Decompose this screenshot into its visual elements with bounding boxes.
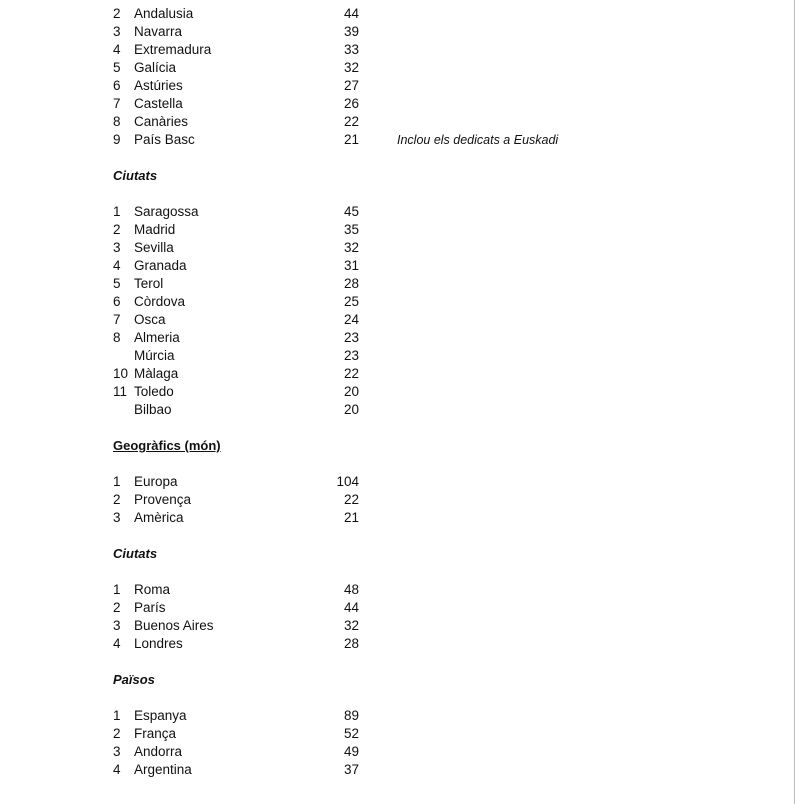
rank: 3	[113, 24, 121, 39]
rank: 6	[113, 78, 121, 93]
list-item	[113, 599, 359, 617]
rank: 6	[113, 294, 121, 309]
rank: 10	[113, 366, 129, 381]
rank: 4	[113, 636, 121, 651]
section-ciutats-world	[113, 545, 359, 653]
list-item	[113, 41, 359, 59]
item-count: 28	[343, 636, 359, 651]
list-item	[113, 5, 359, 23]
item-name: Bilbao	[134, 402, 172, 417]
item-count: 23	[343, 348, 359, 363]
item-count: 22	[343, 492, 359, 507]
spacer	[113, 653, 221, 671]
item-name: Roma	[134, 582, 171, 597]
list-item	[113, 761, 359, 779]
item-name: Terol	[134, 276, 164, 291]
list-item	[113, 293, 359, 311]
item-count: 39	[343, 24, 359, 39]
item-name: Almeria	[134, 330, 180, 345]
item-name: França	[134, 726, 177, 741]
item-name: Saragossa	[134, 204, 199, 219]
rank: 4	[113, 42, 121, 57]
item-count: 104	[336, 474, 359, 489]
item-count: 25	[343, 294, 359, 309]
page-edge-divider	[794, 0, 795, 804]
rank: 3	[113, 240, 121, 255]
rank: 1	[113, 582, 121, 597]
section-geografics-mon	[113, 437, 359, 527]
list-item	[113, 77, 359, 95]
item-name: Toledo	[134, 384, 174, 399]
list-item	[113, 95, 359, 113]
item-name: Londres	[134, 636, 183, 651]
item-count: 44	[343, 6, 359, 21]
item-name: Màlaga	[134, 366, 179, 381]
rank: 3	[113, 510, 121, 525]
list-item	[113, 725, 359, 743]
rank: 3	[113, 744, 121, 759]
spacer	[113, 527, 221, 545]
item-count: 44	[343, 600, 359, 615]
list-item	[113, 347, 359, 365]
list-item	[113, 113, 359, 131]
list-item	[113, 221, 359, 239]
list-item	[113, 707, 359, 725]
item-name: París	[134, 600, 166, 615]
list-item	[113, 401, 359, 419]
item-name: Espanya	[134, 708, 187, 723]
item-count: 20	[343, 384, 359, 399]
section-paisos	[113, 671, 359, 779]
list-item	[113, 635, 359, 653]
item-count: 32	[343, 60, 359, 75]
rank: 2	[113, 6, 121, 21]
item-name: Osca	[134, 312, 166, 327]
rank: 5	[113, 60, 121, 75]
item-count: 20	[343, 402, 359, 417]
item-count: 28	[343, 276, 359, 291]
item-count: 32	[343, 240, 359, 255]
list-item	[113, 491, 359, 509]
section-ciutats-spain	[113, 167, 359, 419]
rank: 8	[113, 114, 121, 129]
list-item	[113, 383, 359, 401]
list-item	[113, 203, 359, 221]
item-count: 21	[343, 510, 359, 525]
section-heading: Geogràfics (món)	[113, 438, 221, 453]
rank: 1	[113, 708, 121, 723]
rank: 3	[113, 618, 121, 633]
item-name: Extremadura	[134, 42, 212, 57]
list-item	[113, 581, 359, 599]
list-item	[113, 329, 359, 347]
spacer	[113, 149, 221, 167]
list-item	[113, 59, 359, 77]
item-count: 26	[343, 96, 359, 111]
item-count: 52	[343, 726, 359, 741]
section-heading: Ciutats	[113, 168, 158, 183]
item-name: País Basc	[134, 132, 195, 147]
item-name: Sevilla	[134, 240, 174, 255]
rank: 2	[113, 222, 121, 237]
item-count: 24	[343, 312, 359, 327]
rank: 4	[113, 258, 121, 273]
item-name: Granada	[134, 258, 187, 273]
list-item	[113, 509, 359, 527]
rank: 9	[113, 132, 121, 147]
rank: 2	[113, 492, 121, 507]
item-name: Múrcia	[134, 348, 175, 363]
item-count: 22	[343, 366, 359, 381]
item-name: Buenos Aires	[134, 618, 214, 633]
spacer	[113, 419, 221, 437]
list-item	[113, 275, 359, 293]
item-name: Andalusia	[134, 6, 194, 21]
rank: 2	[113, 726, 121, 741]
section-regions	[113, 5, 559, 149]
spacer	[113, 563, 221, 581]
item-count: 37	[343, 762, 359, 777]
rank: 5	[113, 276, 121, 291]
rank: 7	[113, 312, 121, 327]
section-heading: Ciutats	[113, 546, 158, 561]
list-item	[113, 131, 559, 149]
spacer	[113, 185, 221, 203]
item-name: Còrdova	[134, 294, 186, 309]
list-item	[113, 617, 359, 635]
item-count: 35	[343, 222, 359, 237]
item-name: Andorra	[134, 744, 183, 759]
list-item	[113, 23, 359, 41]
item-count: 31	[343, 258, 359, 273]
rank: 4	[113, 762, 121, 777]
item-count: 23	[343, 330, 359, 345]
item-count: 45	[343, 204, 359, 219]
item-name: Amèrica	[134, 510, 184, 525]
item-count: 32	[343, 618, 359, 633]
list-item	[113, 257, 359, 275]
item-note: Inclou els dedicats a Euskadi	[397, 133, 559, 147]
list-item	[113, 311, 359, 329]
list-item	[113, 743, 359, 761]
rank: 1	[113, 474, 121, 489]
rank: 8	[113, 330, 121, 345]
item-name: Canàries	[134, 114, 189, 129]
item-name: Navarra	[134, 24, 183, 39]
item-count: 89	[343, 708, 359, 723]
item-count: 33	[343, 42, 359, 57]
item-name: Europa	[134, 474, 178, 489]
item-name: Astúries	[134, 78, 183, 93]
item-count: 27	[343, 78, 359, 93]
item-name: Argentina	[134, 762, 192, 777]
rank: 1	[113, 204, 121, 219]
rank: 7	[113, 96, 121, 111]
list-item	[113, 473, 359, 491]
item-name: Provença	[134, 492, 192, 507]
spacer	[113, 689, 221, 707]
item-count: 48	[343, 582, 359, 597]
item-count: 49	[343, 744, 359, 759]
item-name: Madrid	[134, 222, 176, 237]
item-name: Galícia	[134, 60, 177, 75]
item-name: Castella	[134, 96, 183, 111]
rank: 11	[113, 384, 128, 399]
item-count: 22	[343, 114, 359, 129]
document-body	[113, 5, 559, 779]
list-item	[113, 239, 359, 257]
list-item	[113, 365, 359, 383]
item-count: 21	[343, 132, 359, 147]
section-heading: Països	[113, 672, 155, 687]
spacer	[113, 455, 221, 473]
rank: 2	[113, 600, 121, 615]
